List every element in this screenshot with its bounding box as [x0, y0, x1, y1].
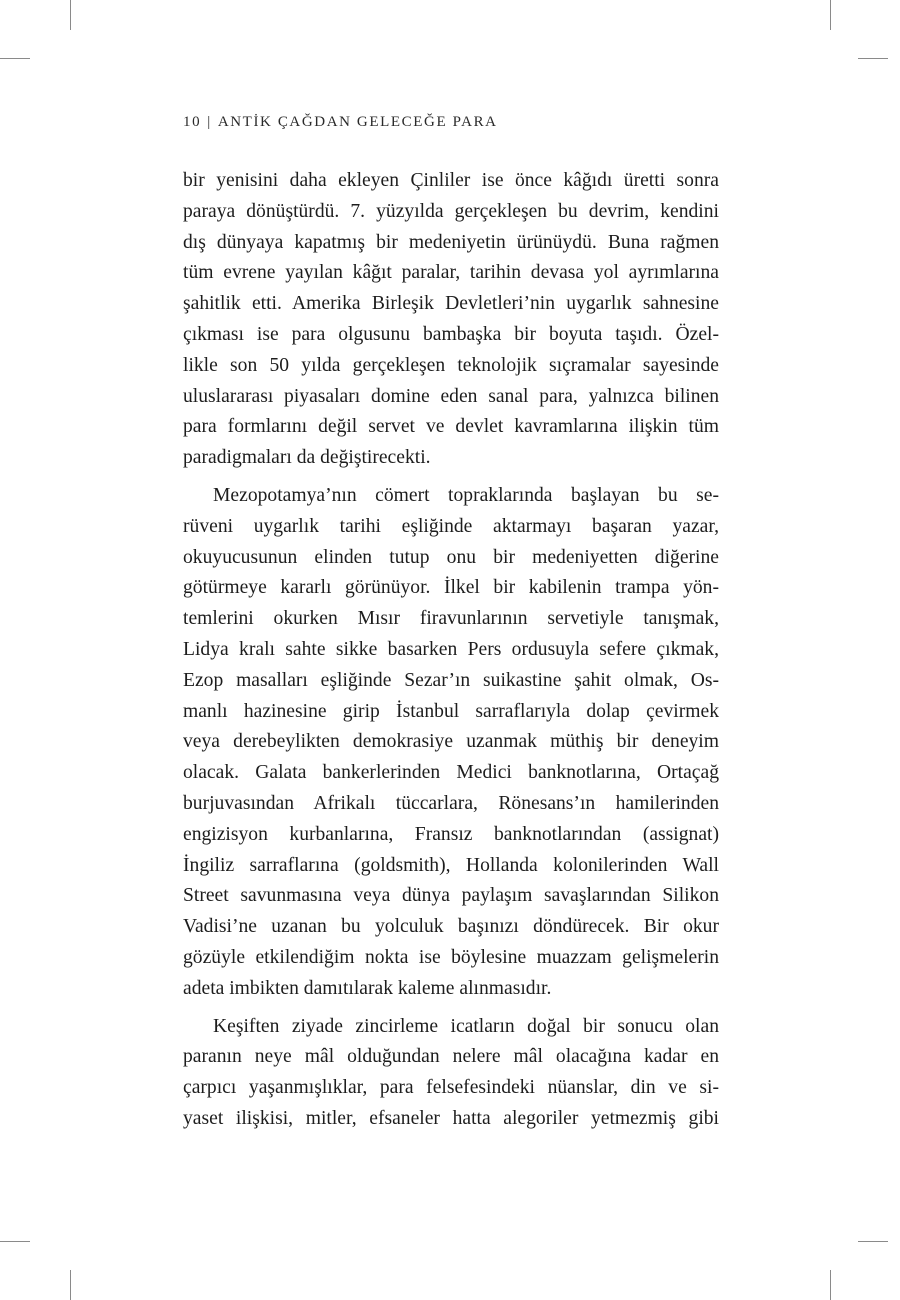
text-line: adeta imbikten damıtılarak kaleme alınmasıdır. [183, 977, 552, 999]
text-line: uluslararası piyasaları domine eden sanal para, yalnızca bilinen [183, 385, 719, 407]
text-line: götürmeye kararlı görünüyor. İlkel bir kabilenin trampa yön- [183, 577, 719, 599]
text-line: burjuvasından Afrikalı tüccarlara, Rönesans’ın hamilerinden [183, 792, 719, 814]
text-line: paraya dönüştürdü. 7. yüzyılda gerçekleşen bu devrim, kendini [183, 200, 719, 222]
text-line: olacak. Galata bankerlerinden Medici banknotlarına, Ortaçağ [183, 762, 719, 784]
text-line: dış dünyaya kapatmış bir medeniyetin ürünüydü. Buna rağmen [183, 231, 719, 253]
text-line: Street savunmasına veya dünya paylaşım savaşlarından Silikon [183, 885, 719, 907]
page-number: 10 [183, 114, 202, 130]
text-line: Lidya kralı sahte sikke basarken Pers ordusuyla sefere çıkmak, [183, 638, 719, 660]
book-title: ANTİK ÇAĞDAN GELECEĞE PARA [217, 114, 498, 130]
text-line: rüveni uygarlık tarihi eşliğinde aktarmayı başaran yazar, [183, 515, 719, 537]
paragraph-3 [183, 1012, 719, 1135]
crop-mark-top-right-horizontal [858, 58, 888, 59]
running-head [183, 114, 498, 131]
text-line: paradigmaları da değiştirecekti. [183, 447, 431, 469]
paragraph-2 [183, 481, 719, 1005]
text-line: Keşiften ziyade zincirleme icatların doğal bir sonucu olan [213, 1015, 719, 1037]
text-line: para formlarını değil servet ve devlet kavramlarına ilişkin tüm [183, 416, 719, 438]
crop-mark-bottom-left-horizontal [0, 1241, 30, 1242]
text-line: manlı hazinesine girip İstanbul sarraflarıyla dolap çevirmek [183, 700, 719, 722]
crop-mark-top-right-vertical [830, 0, 831, 30]
header-separator: | [207, 114, 212, 130]
text-line: şahitlik etti. Amerika Birleşik Devletleri’nin uygarlık sahnesine [183, 293, 719, 315]
text-line: gözüyle etkilendiğim nokta ise böylesine muazzam gelişmelerin [183, 946, 719, 968]
crop-mark-top-left-horizontal [0, 58, 30, 59]
crop-mark-bottom-left-vertical [70, 1270, 71, 1300]
crop-mark-bottom-right-horizontal [858, 1241, 888, 1242]
text-line: paranın neye mâl olduğundan nelere mâl olacağına kadar en [183, 1046, 719, 1068]
text-line: bir yenisini daha ekleyen Çinliler ise önce kâğıdı üretti sonra [183, 170, 719, 191]
text-line: temlerini okurken Mısır firavunlarının servetiyle tanışmak, [183, 608, 719, 630]
paragraph-1 [183, 166, 719, 474]
crop-mark-top-left-vertical [70, 0, 71, 30]
text-line: okuyucusunun elinden tutup onu bir medeniyetten diğerine [183, 546, 719, 568]
text-line: yaset ilişkisi, mitler, efsaneler hatta alegoriler yetmezmiş gibi [183, 1107, 719, 1129]
crop-mark-bottom-right-vertical [830, 1270, 831, 1300]
text-line: Mezopotamya’nın cömert topraklarında başlayan bu se- [213, 484, 719, 506]
text-line: likle son 50 yılda gerçekleşen teknolojik sıçramalar sayesinde [183, 354, 719, 376]
text-line: çarpıcı yaşanmışlıklar, para felsefesindeki nüanslar, din ve si- [183, 1077, 719, 1099]
text-line: Vadisi’ne uzanan bu yolculuk başınızı döndürecek. Bir okur [183, 916, 719, 938]
text-line: Ezop masalları eşliğinde Sezar’ın suikastine şahit olmak, Os- [183, 669, 719, 691]
text-line: engizisyon kurbanlarına, Fransız banknotlarından (assignat) [183, 823, 719, 845]
text-line: İngiliz sarraflarına (goldsmith), Hollanda kolonilerinden Wall [183, 854, 719, 876]
body-text [183, 166, 719, 1135]
text-line: veya derebeylikten demokrasiye uzanmak müthiş bir deneyim [183, 731, 719, 753]
text-line: çıkması ise para olgusunu bambaşka bir boyuta taşıdı. Özel- [183, 323, 719, 345]
text-line: tüm evrene yayılan kâğıt paralar, tarihin devasa yol ayrımlarına [183, 262, 719, 284]
